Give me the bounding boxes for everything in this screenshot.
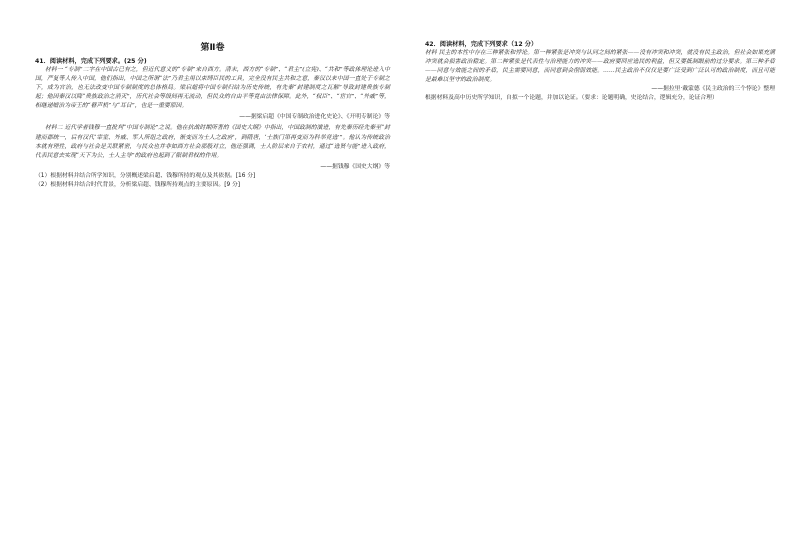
question-42-heading: 42．阅读材料，完成下列要求（12 分） <box>425 41 538 48</box>
question-41-source-1: ——据梁启超《中国专制政治进化史论》、《开明专制论》等 <box>239 114 390 121</box>
right-column <box>425 40 775 103</box>
left-column <box>35 40 390 190</box>
question-41-task-1: （1）根据材料并结合所学知识，分别概述梁启超、钱穆所持的观点及其依据。[16 分] <box>35 172 256 179</box>
question-41-task-2: （2）根据材料并结合时代背景，分析梁启超、钱穆所持观点的主要原因。[9 分] <box>35 181 241 188</box>
question-41-heading: 41．阅读材料，完成下列要求。(25 分) <box>35 58 147 65</box>
question-42-task: 根据材料及高中历史所学知识，自拟一个论题，并加以论证。（要求：论题明确，史论结合，逻辑充分，论证合理） <box>425 95 718 102</box>
question-41-material-2: 材料二 近代学者钱穆一直批判“中国专制论”之说。他在抗战时期所著的《国史大纲》中指出，中国政制的演进，有先秦历经先秦至“封建而郡统一，后有汉代‘宰室、外戚、军人所组之政府，渐变而为士人之政府’，到隋唐，‘士族门第再变而为科举竞选’”。他认为传统政治本就有理性，政府与社会是关联紧密，与民众也并非如西方社会那般对立，他还强调，士人阶层来自于农村，通过“选贤与能”进入政府，代表民意去实现“天下为公，士人主导”的政府也起到了限制君权的作用。 <box>35 125 390 159</box>
question-41-material-1: 材料一 “专制”二字在中国古已有之，但近代意义的“专制”来自西方。清末，西方的“专制”、“君主”(立宪)、“共和”等政体理论进入中国，严复等人传入中国，他们指出，中国之所谓“法”乃君主用以束缚臣民的工具，完全没有民主共和之意，秦汉以来中国一直处于专制之下，成为官治，也无法改变中国专制制度的总体格局。梁启超将中国专制归结为历史传统，有先秦“封建制度之瓦解”导致封建贵族专制起；他因秦汉以降“贵族政治之消灭”，历代社会等级间再无流动，但民众的自由平等竟由法律保障。此外，“权臣”、“宦官”、“外戚”等，相继递嬗治为帝王的“瞽声机”与“耳目”，也是一重要原因。 <box>35 67 390 110</box>
section-title: 第Ⅱ卷 <box>200 43 225 53</box>
question-42-source: ——据拉里·戴蒙德《民主政治的三个悖论》整理 <box>651 86 775 93</box>
question-42-material: 材料 民主的本性中存在三种紧张和悖论。第一种紧张是冲突与认同之间的紧张——没有冲突和冲突，就没有民主政治，但社会如果充满冲突就会损害政治稳定。第二种紧张是代表性与治理能力的冲突——政府要回应选民的利益，但又要抵制眼前的过分要求。第三种矛盾——同意与效能之间的矛盾，民主需要同意，而同意到会削弱效能。……民主政治不仅仅是要广泛受到广泛认可的政治制度，而且可能是最难以坚守的政治制度。 <box>425 50 775 84</box>
question-41-source-2: ——据钱穆《国史大纲》等 <box>320 163 390 170</box>
